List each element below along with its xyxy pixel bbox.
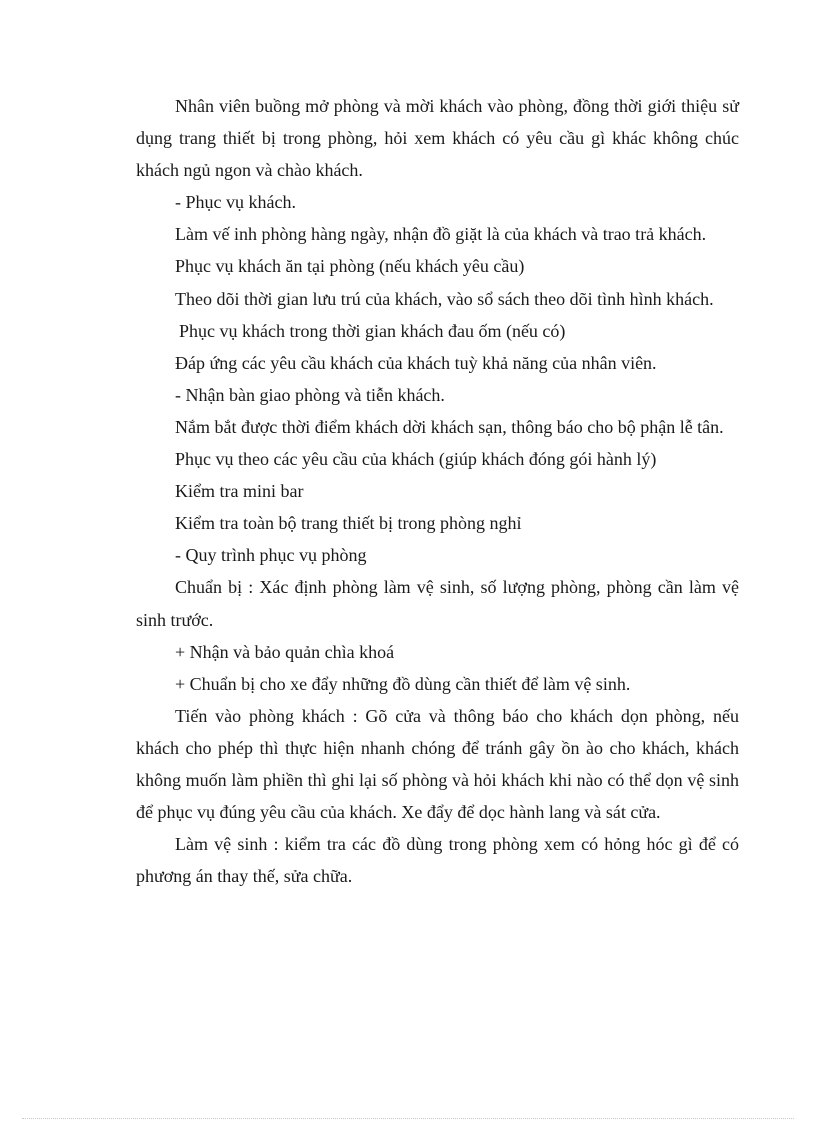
paragraph-preparation: Chuẩn bị : Xác định phòng làm vệ sinh, số lượng phòng, phòng cần làm vệ sinh trước. (136, 577, 739, 630)
paragraph-intro: Nhân viên buồng mở phòng và mời khách vào phòng, đồng thời giới thiệu sử dụng trang thiết bị trong phòng, hỏi xem khách có yêu cầu gì khác không chúc khách ngủ ngon và chào khách. (136, 96, 739, 181)
paragraph-check-minibar: Kiểm tra mini bar (175, 481, 304, 502)
page-bottom-divider (22, 1118, 794, 1119)
paragraph-check-equipment: Kiểm tra toàn bộ trang thiết bị trong phòng nghỉ (175, 513, 522, 534)
paragraph-enter-room: Tiến vào phòng khách : Gõ cửa và thông báo cho khách dọn phòng, nếu khách cho phép thì thực hiện nhanh chóng để tránh gây ồn ào cho khách, khách không muốn làm phiền thì ghi lại số phòng và hỏi khách khi nào có thể dọn vệ sinh để phục vụ đúng yêu cầu của khách. Xe đẩy để dọc hành lang và sát cửa. (136, 705, 739, 823)
paragraph-checkout-time: Nắm bắt được thời điểm khách dời khách sạn, thông báo cho bộ phận lễ tân. (175, 416, 724, 437)
paragraph-sick-guest: Phục vụ khách trong thời gian khách đau ốm (nếu có) (179, 320, 566, 341)
paragraph-meet-requests: Đáp ứng các yêu cầu khách của khách tuỳ khả năng của nhân viên. (175, 352, 657, 373)
paragraph-packing-help: Phục vụ theo các yêu cầu của khách (giúp khách đóng gói hành lý) (175, 449, 657, 470)
paragraph-receive-keys: + Nhận và bảo quản chìa khoá (175, 641, 395, 662)
paragraph-prepare-cart: + Chuẩn bị cho xe đẩy những đồ dùng cần thiết để làm vệ sinh. (175, 673, 631, 694)
paragraph-room-dining: Phục vụ khách ăn tại phòng (nếu khách yêu cầu) (175, 256, 525, 277)
document-body (136, 90, 739, 892)
paragraph-track-stay: Theo dõi thời gian lưu trú của khách, vào sổ sách theo dõi tình hình khách. (175, 288, 714, 309)
paragraph-daily-cleaning: Làm vế inh phòng hàng ngày, nhận đồ giặt là của khách và trao trả khách. (175, 224, 707, 245)
paragraph-heading-serve-guest: - Phục vụ khách. (175, 192, 296, 213)
paragraph-heading-handover: - Nhận bàn giao phòng và tiễn khách. (175, 384, 445, 405)
paragraph-cleaning: Làm vệ sinh : kiểm tra các đồ dùng trong phòng xem có hỏng hóc gì để có phương án thay thế, sửa chữa. (136, 834, 739, 887)
paragraph-heading-room-service-process: - Quy trình phục vụ phòng (175, 545, 367, 566)
